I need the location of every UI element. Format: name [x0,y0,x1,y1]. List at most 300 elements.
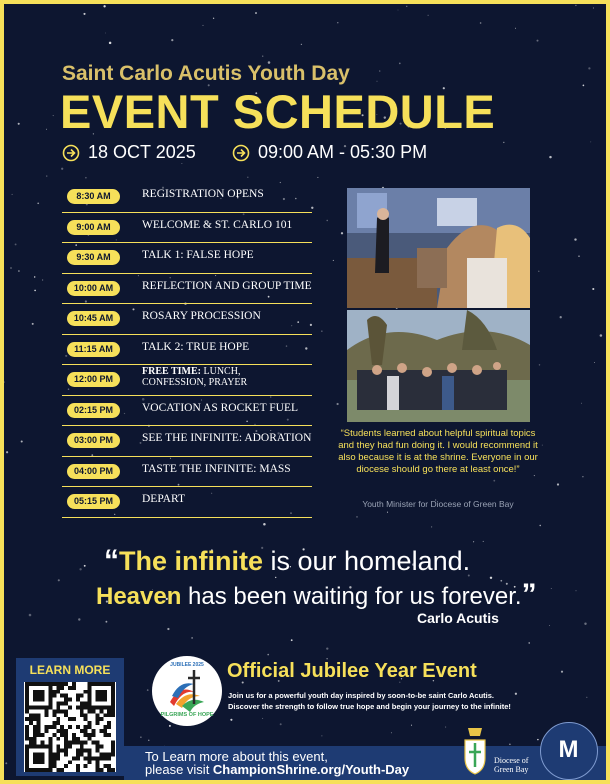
qr-module [88,690,92,694]
qr-module [33,729,37,733]
star [61,168,63,170]
qr-module [25,705,29,709]
qr-module [103,764,107,768]
schedule-time: 10:45 AM [67,311,120,326]
schedule-time: 9:30 AM [67,250,120,265]
qr-module [37,756,41,760]
star [445,727,446,728]
schedule-row [62,335,312,366]
qr-module [88,756,92,760]
qr-module [41,760,45,764]
qr-module [88,737,92,741]
schedule-time: 10:00 AM [67,281,120,296]
qr-module [99,694,103,698]
qr-module [72,717,76,721]
qr-module [56,756,60,760]
star [538,271,539,272]
star [551,588,552,589]
schedule-row [62,396,312,427]
star [399,63,401,65]
footer-visit-prefix: please visit [145,762,213,777]
qr-module [95,749,99,753]
star [203,25,204,26]
qr-module [84,764,88,768]
qr-module [103,729,107,733]
qr-module [103,733,107,737]
qr-module [72,733,76,737]
qr-module [64,741,68,745]
schedule-list [62,182,312,518]
star [147,689,149,691]
qr-module [88,702,92,706]
star [262,718,263,719]
qr-module [25,737,29,741]
qr-module [68,705,72,709]
qr-module [84,702,88,706]
qr-module [92,756,96,760]
star [590,141,591,142]
big-quote-line1-bold: The infinite [119,546,263,576]
star [387,512,388,513]
star [428,15,429,16]
qr-module [29,705,33,709]
qr-module [56,749,60,753]
star [18,270,20,272]
qr-module [37,725,41,729]
schedule-event: ROSARY PROCESSION [142,310,261,322]
star [356,516,358,518]
learn-more-label: LEARN MORE [29,663,111,677]
qr-module [56,709,60,713]
qr-module [95,760,99,764]
qr-module [80,709,84,713]
qr-module [37,698,41,702]
event-time-text: 09:00 AM - 05:30 PM [258,142,428,162]
star [34,290,36,292]
qr-module [111,702,115,706]
qr-module [95,768,99,772]
qr-module [29,713,33,717]
qr-module [52,733,56,737]
schedule-event: SEE THE INFINITE: ADORATION [142,432,312,444]
qr-module [33,741,37,745]
star [291,639,293,641]
chapel-talk-photo [347,188,530,308]
qr-module [84,729,88,733]
qr-module [76,764,80,768]
schedule-time: 12:00 PM [67,372,120,387]
qr-module [103,698,107,702]
qr-module [56,686,60,690]
qr-module [80,741,84,745]
qr-module [64,752,68,756]
star [148,740,149,741]
star [337,403,339,405]
qr-module [76,698,80,702]
star [321,735,322,736]
qr-module [33,752,37,756]
qr-module [111,752,115,756]
qr-module [99,768,103,772]
star [480,22,482,24]
star [557,483,559,485]
qr-module [84,725,88,729]
event-subtitle: Saint Carlo Acutis Youth Day [62,62,350,85]
qr-module [99,752,103,756]
qr-module [41,741,45,745]
qr-module [45,725,49,729]
jubilee-description [228,690,543,712]
star [539,364,540,365]
star [262,56,263,57]
star [341,232,343,234]
qr-module [56,729,60,733]
qr-module [48,702,52,706]
qr-module [80,749,84,753]
qr-module [52,694,56,698]
star [586,697,587,698]
qr-module [33,745,37,749]
national-shrine-seal [540,722,598,780]
star [398,10,399,11]
star [85,177,87,179]
qr-module [52,764,56,768]
qr-module [52,756,56,760]
star [32,323,34,325]
qr-module [25,725,29,729]
qr-module [29,682,33,686]
qr-module [111,768,115,772]
star [4,381,5,383]
qr-module [33,690,37,694]
qr-module [52,725,56,729]
qr-module [33,717,37,721]
qr-module [84,690,88,694]
star [5,762,7,764]
star [493,480,495,482]
big-quote-line2 [96,578,537,612]
jubilee-logo-top-text: JUBILEE 2025 [170,662,204,668]
qr-module [103,713,107,717]
qr-module [41,705,45,709]
schedule-row [62,304,312,335]
star [576,590,577,591]
qr-module [84,749,88,753]
qr-module [107,764,111,768]
qr-module [72,741,76,745]
qr-module [99,729,103,733]
qr-module [48,705,52,709]
qr-module [88,694,92,698]
qr-module [95,705,99,709]
schedule-time: 05:15 PM [67,494,120,509]
qr-module [25,702,29,706]
star [326,220,327,221]
qr-module [48,749,52,753]
qr-module [64,729,68,733]
testimonial-quote: “Students learned about helpful spiritual topics and they had fun doing it. I would recommend it also because it is at the shrine. Everyone in our diocese should go there at least once!” [338,428,538,475]
schedule-event-line2: CONFESSION, PRAYER [142,376,248,388]
schedule-event: DEPART [142,493,185,505]
qr-module [80,713,84,717]
star [600,334,603,337]
star [84,565,86,567]
qr-module [84,741,88,745]
star [539,525,540,526]
star [42,279,43,280]
qr-module [80,729,84,733]
qr-module [107,768,111,772]
star [326,647,328,649]
qr-module [37,713,41,717]
schedule-row [62,365,312,396]
star [255,12,257,14]
star [584,623,586,625]
qr-module [25,717,29,721]
qr-module [29,768,33,772]
qr-module [88,682,92,686]
qr-module [76,768,80,772]
qr-module [68,686,72,690]
qr-module [41,745,45,749]
star [103,5,105,7]
testimonial-attribution: Youth Minister for Diocese of Green Bay [362,499,514,509]
qr-module [25,690,29,694]
star [594,362,595,363]
schedule-time: 9:00 AM [67,220,120,235]
qr-module [25,752,29,756]
qr-module [25,760,29,764]
qr-module [33,682,37,686]
qr-module [48,686,52,690]
footer-visit-text [145,750,409,776]
star [515,28,516,29]
qr-module [48,694,52,698]
star [18,123,20,125]
qr-module [84,705,88,709]
star [37,202,39,204]
star [105,33,106,34]
qr-module [64,749,68,753]
footer-url-link[interactable]: ChampionShrine.org/Youth-Day [212,762,410,777]
qr-module [84,713,88,717]
qr-module [37,705,41,709]
qr-module [76,737,80,741]
qr-module [84,756,88,760]
star [21,440,23,442]
qr-module [45,729,49,733]
qr-module [88,752,92,756]
qr-module [48,725,52,729]
qr-module [33,737,37,741]
star [411,725,412,726]
qr-module [29,741,33,745]
schedule-event [142,367,247,388]
qr-module [68,760,72,764]
star [542,445,543,446]
national-shrine-seal-icon: M [558,736,579,763]
star [581,403,582,404]
star [29,614,32,617]
qr-module [41,752,45,756]
schedule-event: VOCATION AS ROCKET FUEL [142,401,299,414]
qr-module [41,682,45,686]
star [10,267,12,269]
qr-module [72,686,76,690]
qr-module [48,768,52,772]
qr-module [56,745,60,749]
star [191,637,193,639]
schedule-event-line1: LUNCH, [201,366,241,377]
schedule-time: 04:00 PM [67,464,120,479]
schedule-row [62,213,312,244]
star [537,739,538,740]
schedule-event: REFLECTION AND GROUP TIME [142,279,312,292]
qr-module [88,709,92,713]
procession-photo [347,310,530,422]
qr-module [48,698,52,702]
big-quote-line1 [104,544,470,578]
qr-module [64,733,68,737]
qr-module [92,729,96,733]
qr-module [33,725,37,729]
qr-module [76,705,80,709]
qr-module [45,709,49,713]
qr-module [64,702,68,706]
star [280,723,282,725]
star [379,70,381,72]
star [509,743,511,745]
qr-module [99,705,103,709]
qr-module [103,705,107,709]
qr-module [95,721,99,725]
qr-module [92,705,96,709]
qr-module [99,690,103,694]
star [333,260,334,261]
star [537,40,539,42]
star [181,163,182,164]
qr-module [41,768,45,772]
qr-module [95,690,99,694]
qr-module [92,741,96,745]
qr-module [84,717,88,721]
qr-code-icon[interactable] [24,682,116,772]
schedule-time: 11:15 AM [67,342,120,357]
qr-module [33,756,37,760]
star [391,732,392,733]
qr-module [68,717,72,721]
qr-module [107,756,111,760]
star [79,568,81,570]
qr-module [56,702,60,706]
star [230,719,232,721]
qr-module [64,682,68,686]
qr-module [48,737,52,741]
qr-module [107,709,111,713]
star [549,156,551,158]
qr-module [80,745,84,749]
star [317,177,318,178]
qr-module [92,709,96,713]
star [213,18,214,19]
qr-module [60,686,64,690]
star [593,8,594,9]
qr-module [88,686,92,690]
star [377,81,378,82]
qr-module [68,725,72,729]
qr-module [29,745,33,749]
schedule-row [62,182,312,213]
qr-module [60,729,64,733]
learn-more-panel [16,658,124,776]
qr-module [52,690,56,694]
qr-module [60,733,64,737]
qr-module [25,709,29,713]
qr-module [72,756,76,760]
diocese-crest-icon [460,726,490,776]
qr-module [45,705,49,709]
qr-module [25,686,29,690]
star [267,654,269,656]
qr-module [29,737,33,741]
qr-module [72,682,76,686]
qr-module [37,717,41,721]
qr-module [99,717,103,721]
qr-module [95,713,99,717]
star [15,243,17,245]
qr-module [107,713,111,717]
qr-module [41,694,45,698]
star [321,331,322,332]
qr-module [99,745,103,749]
qr-module [111,705,115,709]
qr-module [48,760,52,764]
qr-module [88,725,92,729]
qr-module [68,741,72,745]
qr-module [56,768,60,772]
star [301,44,302,45]
qr-module [41,733,45,737]
qr-module [33,768,37,772]
star [337,22,338,23]
qr-module [95,741,99,745]
schedule-event: REGISTRATION OPENS [142,188,264,200]
qr-module [60,709,64,713]
star [58,579,60,581]
qr-module [25,682,29,686]
qr-module [76,741,80,745]
qr-module [111,713,115,717]
star [247,176,249,178]
qr-module [25,733,29,737]
diocese-name [494,756,528,774]
star [561,671,563,673]
big-quote-line2-rest: has been waiting for us forever. [181,583,522,610]
jubilee-logo [152,656,222,726]
qr-module [88,749,92,753]
qr-module [52,713,56,717]
qr-module [99,698,103,702]
star [263,523,266,526]
qr-module [107,725,111,729]
qr-module [111,694,115,698]
qr-module [48,741,52,745]
qr-module [111,698,115,702]
star [12,194,13,195]
qr-module [76,725,80,729]
qr-module [48,745,52,749]
qr-module [60,694,64,698]
